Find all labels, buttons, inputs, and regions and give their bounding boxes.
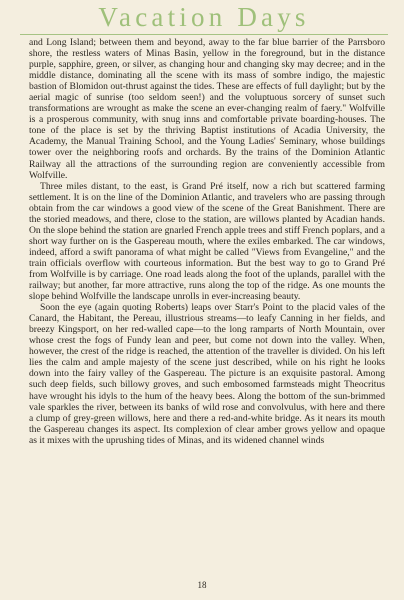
paragraph-1: and Long Island; between them and beyond, away to the far blue barrier of the Parrsboro shore, the restless waters of Minas Basin, yellow in the foreground, but in the distance purple, sapphire, green, or silver, as changing hour and changing sky may decree; and in the middle distance, dominating all the scene with its mass of sombre indigo, the majestic bastion of Blomidon out-thrust against the tides. These are effects of full daylight; but by the aerial magic of sunrise (too seldom seen!) and the voluptuous sorcery of sunset such transformations are wrought as make the scene an ever-changing realm of faery." Wolfville is a prosperous community, with snug inns and comfortable private boarding-houses. The tone of the place is set by the thriving Baptist institutions of Acadia University, the Academy, the Manual Training School, and the Young Ladies' Seminary, whose buildings tower over the neighboring roofs and orchards. By the trains of the Dominion Atlantic Railway all the attractions of the surrounding region are conveniently accessible from Wolfville. bbox=[29, 37, 385, 181]
running-header: Vacation Days bbox=[98, 2, 310, 32]
paragraph-2: Three miles distant, to the east, is Grand Pré itself, now a rich but scattered farming settlement. It is on the line of the Dominion Atlantic, and travelers who are passing through obtain from the car windows a good view of the scene of the Great Banishment. There are the storied meadows, and there, close to the station, are willows planted by Acadian hands. On the slope behind the station are gnarled French apple trees and stiff French poplars, and a short way further on is the Gaspereau mouth, where the exiles embarked. The car windows, indeed, afford a swift panorama of what might be called "Views from Evangeline," and the train officials overflow with courteous information. But the best way to go to Grand Pré from Wolfville is by carriage. One road leads along the foot of the uplands, parallel with the railway; but another, far more attractive, runs along the top of the ridge. As one mounts the slope behind Wolfville the landscape unrolls in ever-increasing beauty. bbox=[29, 180, 386, 303]
page-number: 18 bbox=[197, 580, 207, 590]
header-rule bbox=[20, 34, 388, 35]
body-text bbox=[29, 37, 385, 446]
paragraph-3: Soon the eye (again quoting Roberts) leaps over Starr's Point to the placid vales of the Canard, the Habitant, the Pereau, illustrious streams—to leafy Canning in her fields, and breezy Kingsport, on her red-walled cape—to the long ramparts of North Mountain, over whose crest the fogs of Fundy lean and peer, but come not down into the valley. When, however, the crest of the ridge is reached, the attention of the traveller is divided. On his left lies the calm and ample majesty of the scene just described, while on his right he looks down into the fairy valley of the Gaspereau. The picture is an exquisite pastoral. Among such deep fields, such billowy groves, and such embosomed farmsteads might Theocritus have wrought his idyls to the hum of the heavy bees. Along the bottom of the sun-brimmed vale sparkles the river, between its banks of wild rose and convolvulus, with here and there a clump of grey-green willows, here and there a red-and-white bridge. As it nears its mouth the Gaspereau changes its aspect. Its complexion of clear amber grows yellow and opaque as it mixes with the uprushing tides of Minas, and its widened channel winds bbox=[29, 302, 385, 446]
